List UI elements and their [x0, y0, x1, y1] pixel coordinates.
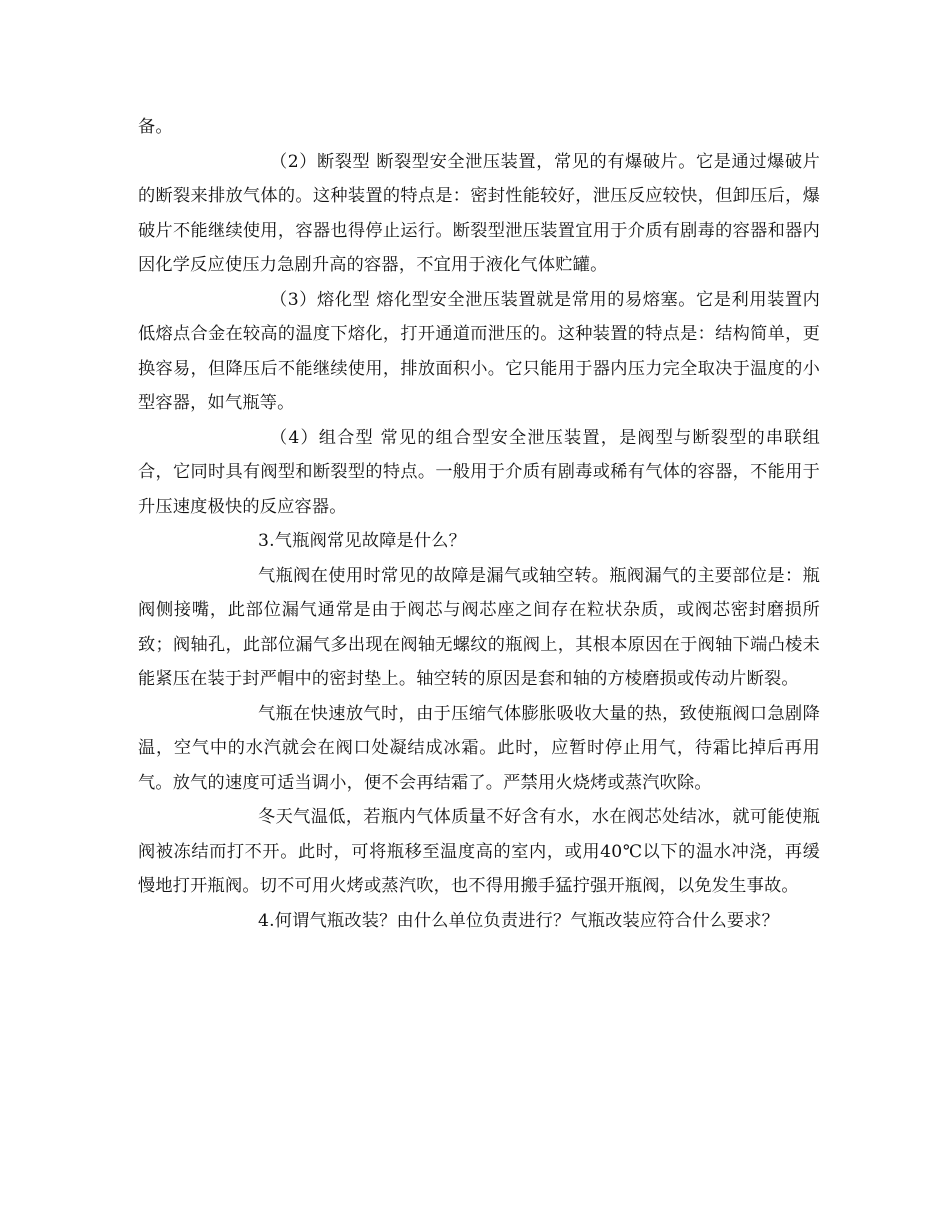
- document-body: [138, 110, 820, 938]
- question-heading-3: 3.气瓶阀常见故障是什么？: [258, 531, 467, 551]
- question-heading-4: 4.何谓气瓶改装？由什么单位负责进行？气瓶改装应符合什么要求？: [258, 910, 780, 931]
- paragraph-combined-type: （4）组合型 常见的组合型安全泄压装置，是阀型与断裂型的串联组合，它同时具有阀型和断裂型的特点。一般用于介质有剧毒或稀有气体的容器，不能用于升压速度极快的反应容器。: [138, 427, 820, 517]
- paragraph-frost: 气瓶在快速放气时，由于压缩气体膨胀吸收大量的热，致使瓶阀口急剧降温，空气中的水汽就会在阀口处凝结成冰霜。此时，应暂时停止用气，待霜比掉后再用气。放气的速度可适当调小，便不会再结霜了。严禁用火烧烤或蒸汽吹除。: [138, 703, 820, 793]
- paragraph-valve-faults: 气瓶阀在使用时常见的故障是漏气或轴空转。瓶阀漏气的主要部位是：瓶阀侧接嘴，此部位漏气通常是由于阀芯与阀芯座之间存在粒状杂质，或阀芯密封磨损所致；阀轴孔，此部位漏气多出现在阀轴无螺纹的瓶阀上，其根本原因在于阀轴下端凸棱未能紧压在装于封严帽中的密封垫上。轴空转的原因是套和轴的方棱磨损或传动片断裂。: [138, 565, 820, 689]
- paragraph-rupture-type: （2）断裂型 断裂型安全泄压装置，常见的有爆破片。它是通过爆破片的断裂来排放气体的。这种装置的特点是：密封性能较好，泄压反应较快，但卸压后，爆破片不能继续使用，容器也得停止运行。断裂型泄压装置宜用于介质有剧毒的容器和器内因化学反应使压力急剧升高的容器，不宜用于液化气体贮罐。: [138, 151, 820, 275]
- paragraph-winter-freeze: 冬天气温低，若瓶内气体质量不好含有水，水在阀芯处结冰，就可能使瓶阀被冻结而打不开。此时，可将瓶移至温度高的室内，或用40℃以下的温水冲浇，再缓慢地打开瓶阀。切不可用火烤或蒸汽吹，也不得用搬手猛拧强开瓶阀，以免发生事故。: [138, 807, 820, 896]
- paragraph-fusible-type: （3）熔化型 熔化型安全泄压装置就是常用的易熔塞。它是利用装置内低熔点合金在较高的温度下熔化，打开通道而泄压的。这种装置的特点是：结构简单，更换容易，但降压后不能继续使用，排放面积小。它只能用于器内压力完全取决于温度的小型容器，如气瓶等。: [138, 289, 820, 413]
- paragraph-continuation: 备。: [138, 117, 173, 137]
